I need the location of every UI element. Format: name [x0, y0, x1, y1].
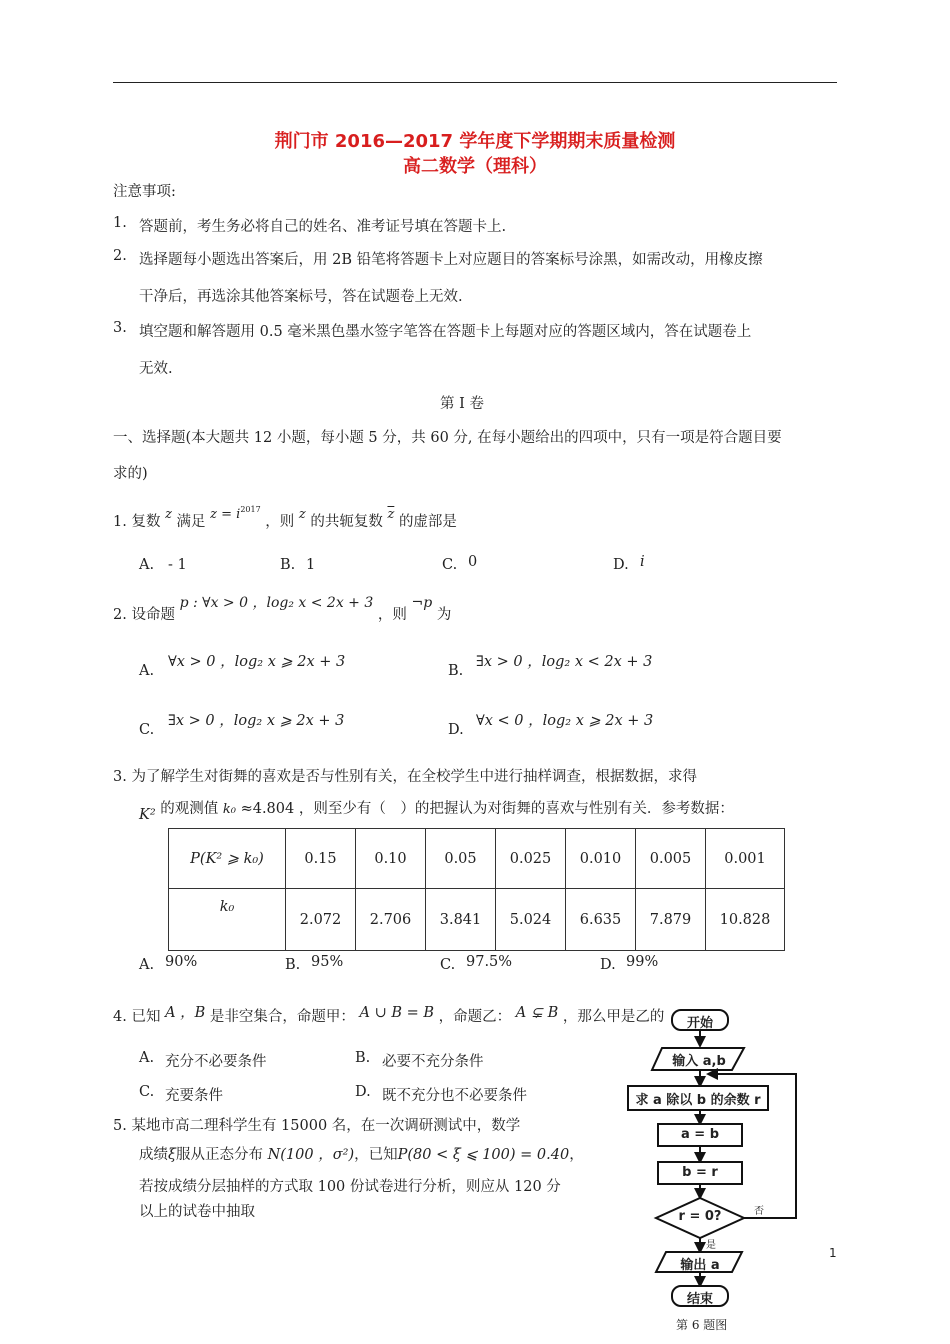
option-label: D.	[355, 1084, 371, 1100]
text: ，那么甲是乙的	[562, 1009, 665, 1025]
table-cell: 0.010	[566, 829, 636, 889]
text: ，则至少有（ ）的把握认为对街舞的喜欢与性别有关．参考数据：	[298, 801, 734, 817]
var-z-conjugate: $\overline{z}$	[387, 507, 395, 522]
question-5-line2	[139, 1143, 584, 1164]
flow-no-label: 否	[754, 1206, 764, 1217]
observed-value: ≈4.804	[240, 801, 295, 817]
option-label: D.	[448, 722, 464, 738]
option-text: 充要条件	[165, 1088, 223, 1104]
flow-yes-label: 是	[706, 1240, 716, 1251]
text: ，命题乙：	[438, 1009, 512, 1025]
var-z: z	[165, 507, 172, 522]
text: 的虚部是	[398, 514, 457, 530]
sets-ab: A ，B	[165, 1005, 206, 1021]
question-5	[113, 1114, 520, 1135]
proposition-jia: A ∪ B = B	[359, 1005, 435, 1021]
option-label: A.	[139, 557, 155, 573]
notice-item: 答题前，考生务必将自己的姓名、准考证号填在答题卡上.	[139, 219, 507, 235]
option-label: A.	[139, 957, 155, 973]
text: 复数	[131, 514, 161, 530]
option-text: 90%	[165, 954, 198, 970]
question-number: 3.	[113, 769, 127, 785]
option-label: C.	[139, 722, 155, 738]
option-label: D.	[600, 957, 616, 973]
option-label: D.	[613, 557, 629, 573]
option-text: ∃x > 0 ，log₂ x < 2x + 3	[476, 654, 653, 670]
option-label: C.	[442, 557, 458, 573]
table-cell: 0.025	[496, 829, 566, 889]
option-text: 既不充分也不必要条件	[382, 1088, 527, 1104]
question-2	[113, 595, 452, 624]
text: 为	[436, 607, 452, 623]
option-text: ∀x < 0 ，log₂ x ⩾ 2x + 3	[476, 713, 654, 729]
question-number: 5.	[113, 1118, 127, 1134]
question-3-line2	[139, 797, 734, 823]
flow-output-label: 输出 a	[680, 1258, 720, 1273]
table-header-cell: k₀	[169, 889, 286, 951]
option-label: C.	[440, 957, 456, 973]
text: ，则	[265, 514, 295, 530]
table-row	[169, 829, 785, 889]
flow-start-label: 开始	[686, 1016, 713, 1031]
table-cell: 6.635	[566, 889, 636, 951]
option-text: 1	[306, 557, 316, 573]
option-label: B.	[448, 663, 464, 679]
var-xi: ξ	[168, 1147, 176, 1163]
reference-table	[168, 828, 785, 951]
flow-end-label: 结束	[686, 1292, 713, 1307]
option-label: A.	[139, 1050, 155, 1066]
table-cell: 0.001	[706, 829, 785, 889]
table-cell: 0.10	[356, 829, 426, 889]
option-text: 97.5%	[466, 954, 513, 970]
option-text: 0	[468, 554, 478, 570]
notice-heading: 注意事项:	[113, 184, 176, 200]
option-label: A.	[139, 663, 155, 679]
flow-step-label: 求 a 除以 b 的余数 r	[635, 1093, 761, 1108]
option-text: ∀x > 0 ，log₂ x ⩾ 2x + 3	[168, 654, 346, 670]
option-text: 95%	[311, 954, 344, 970]
option-label: B.	[355, 1050, 371, 1066]
text: 成绩	[139, 1147, 168, 1163]
equation: z = i	[210, 507, 241, 522]
text: 满足	[176, 514, 206, 530]
question-number: 2.	[113, 607, 127, 623]
normal-distribution: N(100 ，σ²)	[267, 1147, 355, 1163]
text: 服从正态分布	[176, 1147, 263, 1163]
option-label: C.	[139, 1084, 155, 1100]
text: 设命题	[131, 607, 175, 623]
notice-item: 选择题每小题选出答案后，用 2B 铅笔将答题卡上对应题目的答案标号涂黑，如需改动，用橡皮擦	[139, 252, 763, 268]
text: 某地市高二理科学生有 15000 名，在一次调研测试中，数学	[131, 1118, 521, 1134]
text: 为了解学生对街舞的喜欢是否与性别有关，在全校学生中进行抽样调查，根据数据，求得	[131, 769, 697, 785]
table-header-cell: P(K² ⩾ k₀)	[169, 829, 286, 889]
text: 的共轭复数	[310, 514, 383, 530]
notice-item-cont: 干净后，再选涂其他答案标号，答在试题卷上无效.	[139, 289, 463, 305]
table-cell: 7.879	[636, 889, 706, 951]
header-rule	[113, 82, 837, 83]
part-heading-cont: 求的)	[113, 466, 148, 482]
option-text: i	[640, 554, 645, 570]
question-4	[113, 1005, 664, 1026]
probability: P(80 < ξ ⩽ 100) = 0.40	[397, 1147, 570, 1163]
proposition-yi: A ⊊ B	[515, 1005, 559, 1021]
option-text: 必要不充分条件	[382, 1054, 484, 1070]
option-text: 99%	[626, 954, 659, 970]
question-3	[113, 765, 697, 786]
exam-title: 荆门市 2016—2017 学年度下学期期末质量检测	[274, 131, 676, 152]
not-p: ¬p	[411, 595, 433, 611]
table-cell: 2.072	[286, 889, 356, 951]
table-cell: 0.05	[426, 829, 496, 889]
flow-decision-label: r = 0?	[678, 1209, 722, 1224]
k-squared: K²	[139, 807, 156, 823]
question-number: 4.	[113, 1009, 127, 1025]
notice-item: 填空题和解答题用 0.5 毫米黑色墨水签字笔答在答题卡上每题对应的答题区域内，答在试题卷上	[139, 324, 752, 340]
notice-item-num: 1.	[113, 215, 127, 231]
question-5-line3: 若按成绩分层抽样的方式取 100 份试卷进行分析，则应从 120 分	[139, 1179, 561, 1195]
part-heading: 一、选择题(本大题共 12 小题，每小题 5 分，共 60 分, 在每小题给出的四项中，只有一项是符合题目要	[113, 430, 782, 446]
flow-input-label: 输入 a,b	[672, 1054, 726, 1069]
volume-label: 第 Ⅰ 卷	[440, 396, 484, 412]
text: ，	[569, 1147, 584, 1163]
exponent: 2017	[240, 505, 261, 515]
option-text: 充分不必要条件	[165, 1054, 267, 1070]
text: 的观测值	[160, 801, 219, 817]
option-text: ∃x > 0 ，log₂ x ⩾ 2x + 3	[168, 713, 345, 729]
text: ，已知	[354, 1147, 398, 1163]
exam-subtitle: 高二数学（理科）	[403, 156, 547, 177]
table-cell: 0.005	[636, 829, 706, 889]
question-number: 1.	[113, 514, 127, 530]
table-cell: 10.828	[706, 889, 785, 951]
table-cell: 3.841	[426, 889, 496, 951]
text: 已知	[131, 1009, 161, 1025]
figure-caption: 第 6 题图	[676, 1318, 728, 1332]
flow-step-label: a = b	[680, 1127, 720, 1142]
option-label: B.	[285, 957, 301, 973]
table-cell: 5.024	[496, 889, 566, 951]
table-cell: 2.706	[356, 889, 426, 951]
notice-item-num: 3.	[113, 320, 127, 336]
table-cell: 0.15	[286, 829, 356, 889]
notice-item-num: 2.	[113, 248, 127, 264]
k0: k₀	[222, 802, 236, 817]
var-z: z	[298, 507, 306, 522]
text: 是非空集合，命题甲：	[209, 1009, 355, 1025]
proposition-p: p : ∀x > 0 ，log₂ x < 2x + 3	[179, 595, 374, 611]
option-text: - 1	[168, 557, 187, 573]
question-5-line4: 以上的试卷中抽取	[139, 1204, 255, 1220]
option-label: B.	[280, 557, 296, 573]
notice-item-cont: 无效.	[139, 361, 173, 377]
page-number: 1	[829, 1246, 837, 1260]
text: ，则	[377, 607, 407, 623]
table-row	[169, 889, 785, 951]
flow-step-label: b = r	[682, 1165, 718, 1180]
question-1	[113, 505, 457, 531]
